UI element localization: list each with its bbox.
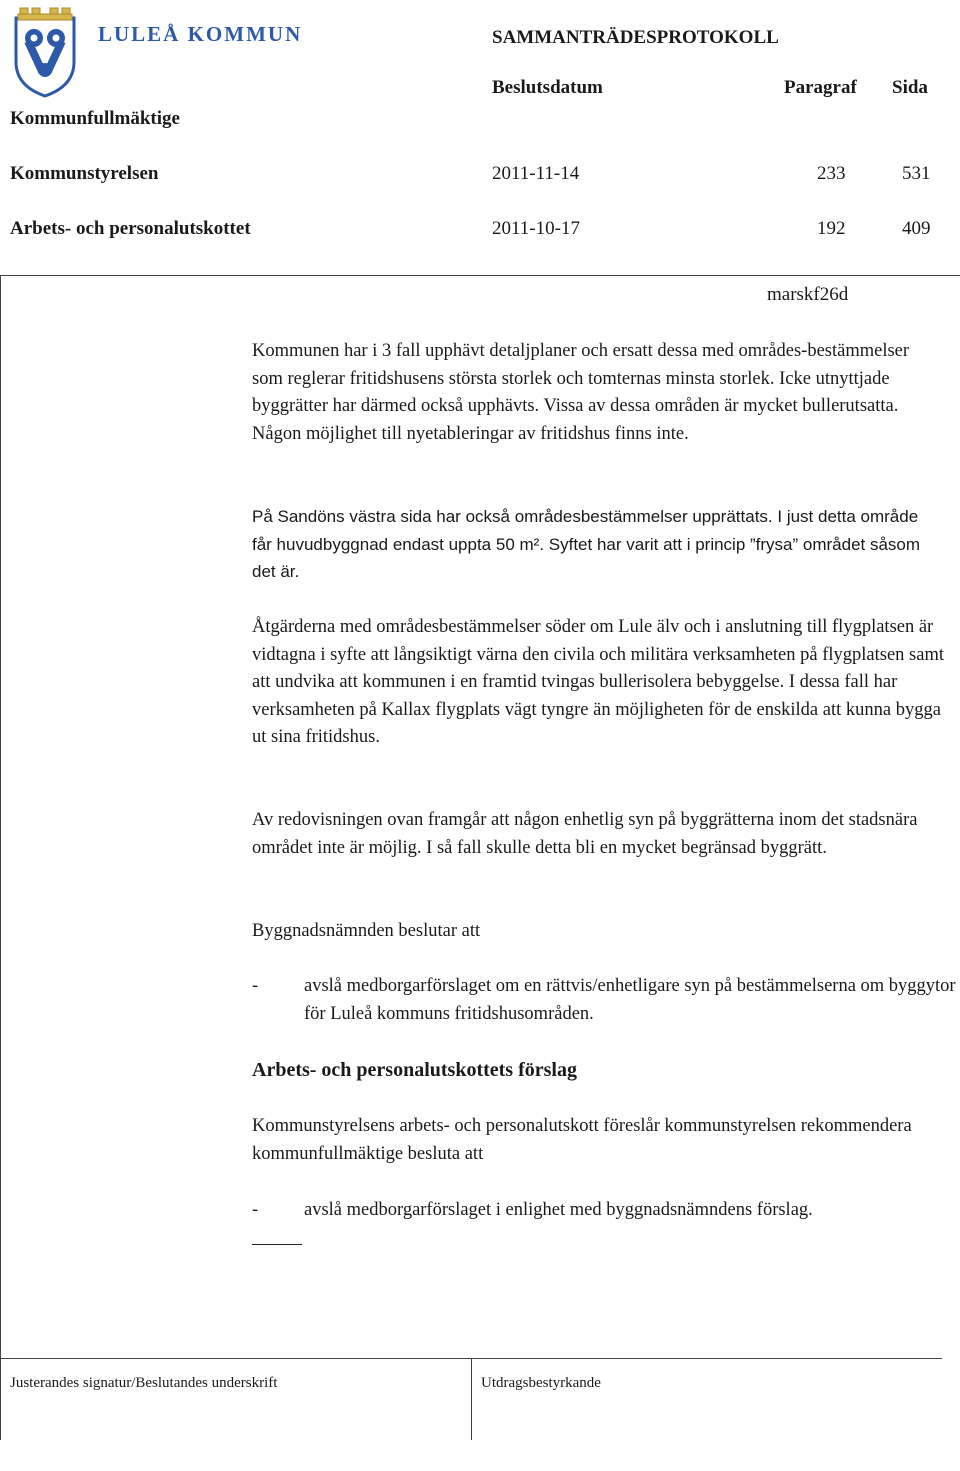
paragraph-text: Kommunen har i 3 fall upphävt detaljplaner och ersatt dessa med områdes-bestämmelser som reglerar fritidshusens största storlek och tomternas minsta storlek. Icke utnyttjade byggrätter har därmed också upphävts. Vissa av dessa områden är mycket bullerutsatta. Någon möjlighet till nyetableringar av fritidshus finns inte.: [252, 341, 910, 444]
body-name: Kommunfullmäktige: [10, 108, 180, 129]
paragraph-2: [252, 503, 942, 586]
col-header-paragraph: Paragraf: [784, 77, 857, 98]
coat-of-arms-icon: [10, 4, 80, 98]
row-paragraph: 233: [817, 163, 846, 184]
decision-item-text: avslå medborgarförslaget om en rättvis/enhetligare syn på bestämmelserna om byggytor för Luleå kommuns fritidshusområden.: [304, 976, 956, 1024]
paragraph-1: [252, 338, 942, 448]
paragraph-6: [252, 1113, 942, 1168]
row-page: 531: [902, 163, 931, 184]
document-reference: marskf26d: [767, 284, 849, 305]
col-header-date: Beslutsdatum: [492, 77, 603, 98]
paragraph-text: Byggnadsnämnden beslutar att: [252, 921, 481, 941]
row-page: 409: [902, 218, 931, 239]
frame-left-rule: [0, 275, 1, 1440]
org-name: LULEÅ KOMMUN: [98, 22, 303, 46]
list-dash: -: [252, 1200, 259, 1220]
list-dash: -: [252, 976, 259, 996]
paragraph-text: På Sandöns västra sida har också områdesbestämmelser upprättats. I just detta område får huvudbyggnad endast uppta 50 m². Syftet har varit att i princip ”frysa” området såsom det är.: [252, 507, 921, 581]
proposal-item: [252, 1197, 957, 1225]
row-body: Arbets- och personalutskottet: [10, 218, 251, 239]
paragraph-5: [252, 918, 957, 946]
end-rule: [252, 1244, 302, 1245]
paragraph-text: Åtgärderna med områdesbestämmelser söder om Lule älv och i anslutning till flygplatsen är vidtagna i syfte att långsiktigt värna den civila och militära verksamheten på flygplatsen samt att undvika att kommunen i en framtid tvingas bullerisolera bebyggelse. I dessa fall har verksamheten på Kallax flygplats vägt tyngre än möjligheten för de enskilda att kunna bygga ut sina fritidshus.: [252, 617, 944, 747]
signature-label: Justerandes signatur/Beslutandes underskrift: [10, 1375, 278, 1391]
row-paragraph: 192: [817, 218, 846, 239]
col-header-page: Sida: [892, 77, 928, 98]
row-date: 2011-10-17: [492, 218, 580, 239]
paragraph-text: Av redovisningen ovan framgår att någon enhetlig syn på byggrätterna inom det stadsnära området inte är möjlig. I så fall skulle detta bli en mycket begränsad byggrätt.: [252, 810, 918, 858]
paragraph-4: [252, 807, 942, 862]
doc-type: SAMMANTRÄDESPROTOKOLL: [492, 27, 779, 48]
row-body: Kommunstyrelsen: [10, 163, 159, 184]
paragraph-text: Kommunstyrelsens arbets- och personalutskott föreslår kommunstyrelsen rekommendera kommunfullmäktige besluta att: [252, 1116, 912, 1164]
paragraph-3: [252, 614, 957, 752]
row-date: 2011-11-14: [492, 163, 580, 184]
section-heading: Arbets- och personalutskottets förslag: [252, 1059, 577, 1081]
frame-top-rule: [0, 275, 960, 276]
footer-divider: [471, 1358, 472, 1440]
proposal-item-text: avslå medborgarförslaget i enlighet med byggnadsnämndens förslag.: [304, 1200, 813, 1220]
decision-item: [252, 973, 957, 1028]
certification-label: Utdragsbestyrkande: [481, 1375, 601, 1391]
